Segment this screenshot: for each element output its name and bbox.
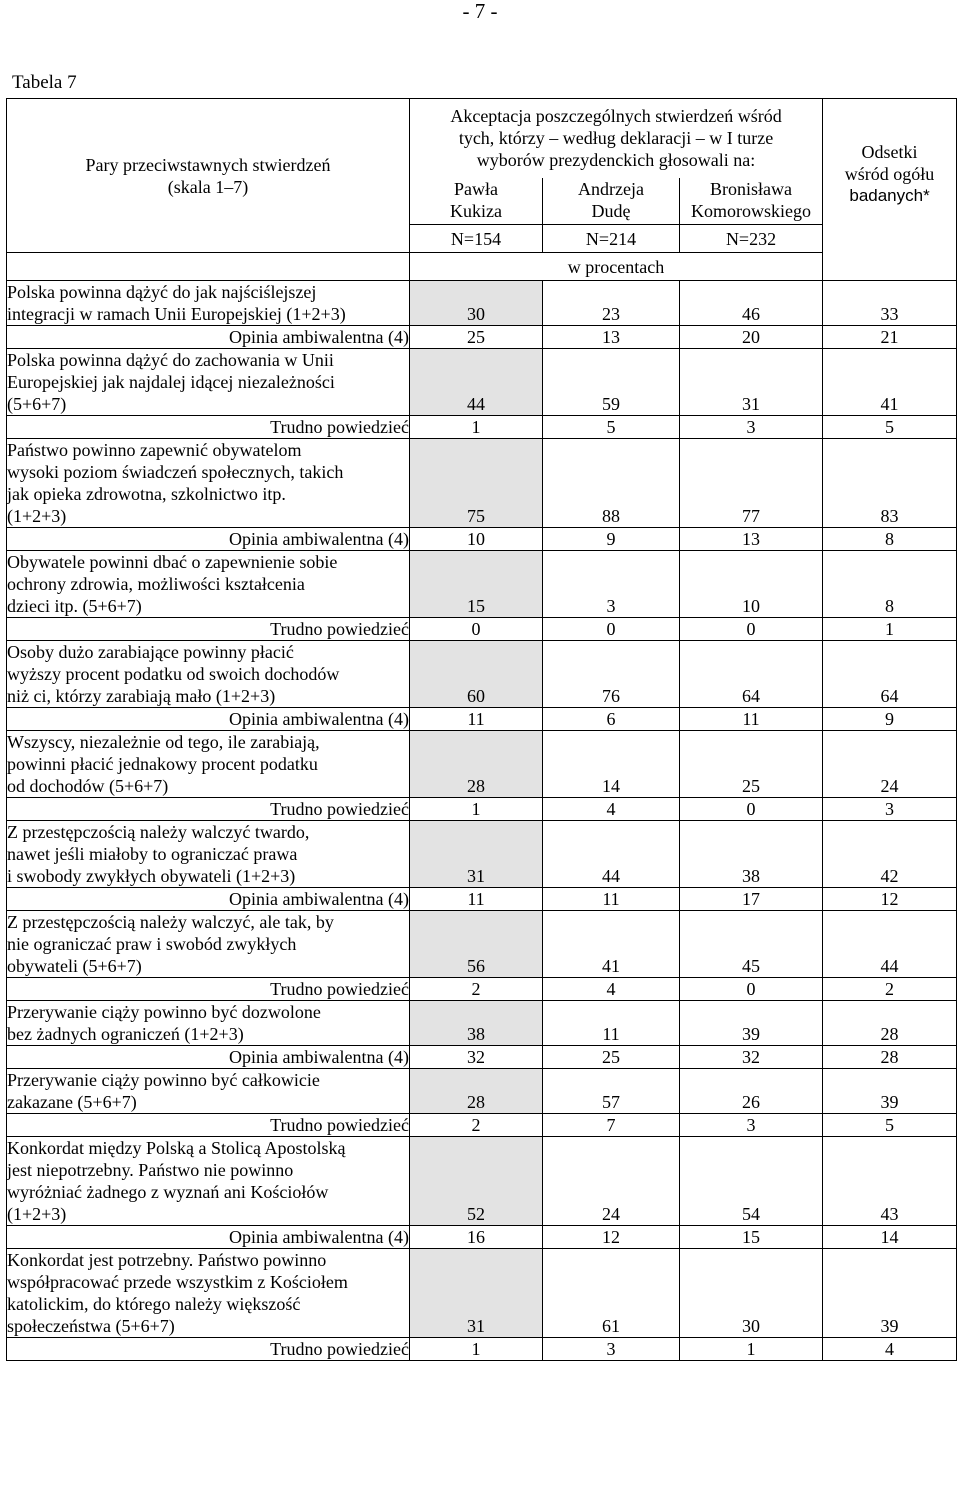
text-line: Opinia ambiwalentna (4) — [229, 529, 409, 549]
value-duda: 11 — [543, 888, 680, 911]
subtotal-label — [7, 888, 410, 911]
value-total: 9 — [823, 708, 957, 731]
value-kukiz: 10 — [410, 528, 543, 551]
value-kukiz: 16 — [410, 1226, 543, 1249]
subtotal-label — [7, 1338, 410, 1361]
statement-text — [7, 641, 410, 708]
text-line: Przerywanie ciąży powinno być całkowicie — [7, 1070, 320, 1090]
value-komorowski: 10 — [680, 551, 823, 618]
text-line: bez żadnych ograniczeń (1+2+3) — [7, 1024, 244, 1044]
value-komorowski: 3 — [680, 1114, 823, 1137]
text-line: wysoki poziom świadczeń społecznych, takich — [7, 462, 344, 482]
value-kukiz: 30 — [410, 281, 543, 326]
value-kukiz: 0 — [410, 618, 543, 641]
candidate-header-kukiz — [410, 178, 543, 225]
value-total: 39 — [823, 1069, 957, 1114]
value-kukiz: 1 — [410, 798, 543, 821]
text-line: Wszyscy, niezależnie od tego, ile zarabiają, — [7, 732, 320, 752]
sample-size-duda: N=214 — [543, 225, 680, 253]
subtotal-row — [7, 528, 957, 551]
subtotal-label — [7, 326, 410, 349]
text-line: (5+6+7) — [7, 394, 67, 414]
text-line: Konkordat jest potrzebny. Państwo powinno — [7, 1250, 327, 1270]
candidate-name: Pawła — [454, 178, 498, 199]
value-duda: 4 — [543, 978, 680, 1001]
table-body — [7, 281, 957, 1361]
value-total: 83 — [823, 439, 957, 528]
text-line: wyróżniać żadnego z wyznań ani Kościołów — [7, 1182, 329, 1202]
subtotal-label — [7, 708, 410, 731]
value-total: 44 — [823, 911, 957, 978]
value-duda: 88 — [543, 439, 680, 528]
value-duda: 23 — [543, 281, 680, 326]
subtotal-row — [7, 1226, 957, 1249]
value-total: 21 — [823, 326, 957, 349]
text-line: Opinia ambiwalentna (4) — [229, 1227, 409, 1247]
value-total: 24 — [823, 731, 957, 798]
subtotal-label — [7, 528, 410, 551]
value-kukiz: 2 — [410, 1114, 543, 1137]
table-header — [7, 99, 957, 281]
text-line: nie ograniczać praw i swobód zwykłych — [7, 934, 297, 954]
text-line: obywateli (5+6+7) — [7, 956, 142, 976]
text-line: Europejskiej jak najdalej idącej niezależności — [7, 372, 335, 392]
subtotal-row — [7, 1046, 957, 1069]
text-line: Opinia ambiwalentna (4) — [229, 1047, 409, 1067]
candidate-header-duda — [543, 178, 680, 225]
value-duda: 5 — [543, 416, 680, 439]
statement-row — [7, 641, 957, 708]
value-total: 28 — [823, 1001, 957, 1046]
sample-size-komorowski: N=232 — [680, 225, 823, 253]
statement-row — [7, 281, 957, 326]
value-kukiz: 32 — [410, 1046, 543, 1069]
value-duda: 41 — [543, 911, 680, 978]
text-line: Opinia ambiwalentna (4) — [229, 327, 409, 347]
text-line: Opinia ambiwalentna (4) — [229, 709, 409, 729]
value-total: 1 — [823, 618, 957, 641]
survey-table — [6, 98, 957, 1361]
statement-row — [7, 1249, 957, 1338]
value-total: 28 — [823, 1046, 957, 1069]
value-komorowski: 17 — [680, 888, 823, 911]
value-komorowski: 39 — [680, 1001, 823, 1046]
value-duda: 13 — [543, 326, 680, 349]
statement-text — [7, 731, 410, 798]
value-kukiz: 60 — [410, 641, 543, 708]
value-duda: 44 — [543, 821, 680, 888]
statement-text — [7, 281, 410, 326]
value-komorowski: 31 — [680, 349, 823, 416]
value-kukiz: 11 — [410, 708, 543, 731]
value-kukiz: 31 — [410, 821, 543, 888]
subtotal-row — [7, 1338, 957, 1361]
value-total: 43 — [823, 1137, 957, 1226]
text-line: Polska powinna dążyć do jak najściślejszej — [7, 282, 317, 302]
value-komorowski: 54 — [680, 1137, 823, 1226]
value-duda: 12 — [543, 1226, 680, 1249]
value-total: 8 — [823, 528, 957, 551]
subtotal-label — [7, 1226, 410, 1249]
group-header-line: Akceptacja poszczególnych stwierdzeń wśród — [450, 106, 782, 126]
value-total: 5 — [823, 416, 957, 439]
value-duda: 76 — [543, 641, 680, 708]
subtotal-row — [7, 888, 957, 911]
value-duda: 11 — [543, 1001, 680, 1046]
value-komorowski: 20 — [680, 326, 823, 349]
subtotal-row — [7, 416, 957, 439]
subtotal-row — [7, 708, 957, 731]
value-total: 2 — [823, 978, 957, 1001]
subtotal-row — [7, 326, 957, 349]
value-kukiz: 31 — [410, 1249, 543, 1338]
value-total: 33 — [823, 281, 957, 326]
statement-row — [7, 1069, 957, 1114]
candidate-name: Andrzeja — [578, 178, 644, 199]
text-line: Przerywanie ciąży powinno być dozwolone — [7, 1002, 321, 1022]
value-komorowski: 30 — [680, 1249, 823, 1338]
subtotal-label — [7, 978, 410, 1001]
candidate-name: Komorowskiego — [691, 200, 812, 221]
value-kukiz: 1 — [410, 1338, 543, 1361]
text-line: Trudno powiedzieć — [270, 417, 409, 437]
text-line: Polska powinna dążyć do zachowania w Unii — [7, 350, 334, 370]
value-komorowski: 38 — [680, 821, 823, 888]
value-komorowski: 0 — [680, 798, 823, 821]
statement-text — [7, 1001, 410, 1046]
text-line: Osoby dużo zarabiające powinny płacić — [7, 642, 294, 662]
statement-row — [7, 439, 957, 528]
value-duda: 0 — [543, 618, 680, 641]
text-line: nawet jeśli miałoby to ograniczać prawa — [7, 844, 298, 864]
total-column-header — [823, 99, 957, 281]
value-komorowski: 64 — [680, 641, 823, 708]
value-kukiz: 11 — [410, 888, 543, 911]
text-line: jak opieka zdrowotna, szkolnictwo itp. — [7, 484, 286, 504]
value-kukiz: 2 — [410, 978, 543, 1001]
value-kukiz: 38 — [410, 1001, 543, 1046]
text-line: Opinia ambiwalentna (4) — [229, 889, 409, 909]
candidate-header-komorowski — [680, 178, 823, 225]
value-komorowski: 46 — [680, 281, 823, 326]
sample-size-kukiz: N=154 — [410, 225, 543, 253]
text-line: (1+2+3) — [7, 1204, 67, 1224]
total-header-line: wśród ogółu — [844, 164, 935, 184]
statement-column-header — [7, 99, 410, 253]
subtotal-label — [7, 416, 410, 439]
text-line: współpracować przede wszystkim z Kościołem — [7, 1272, 348, 1292]
text-line: Konkordat między Polską a Stolicą Apostolską — [7, 1138, 346, 1158]
subtotal-row — [7, 1114, 957, 1137]
text-line: Trudno powiedzieć — [270, 619, 409, 639]
candidate-name: Dudę — [591, 200, 631, 221]
text-line: Trudno powiedzieć — [270, 979, 409, 999]
value-duda: 14 — [543, 731, 680, 798]
value-total: 5 — [823, 1114, 957, 1137]
value-kukiz: 75 — [410, 439, 543, 528]
value-total: 3 — [823, 798, 957, 821]
value-komorowski: 25 — [680, 731, 823, 798]
statement-text — [7, 911, 410, 978]
subtotal-row — [7, 618, 957, 641]
value-duda: 9 — [543, 528, 680, 551]
subtotal-label — [7, 1114, 410, 1137]
value-kukiz: 25 — [410, 326, 543, 349]
statement-row — [7, 551, 957, 618]
subtotal-label — [7, 798, 410, 821]
group-header-line: wyborów prezydenckich głosowali na: — [476, 150, 756, 170]
value-duda: 3 — [543, 1338, 680, 1361]
candidate-name: Bronisława — [710, 178, 792, 199]
text-line: i swobody zwykłych obywateli (1+2+3) — [7, 866, 296, 886]
value-kukiz: 1 — [410, 416, 543, 439]
statement-text — [7, 1069, 410, 1114]
value-duda: 61 — [543, 1249, 680, 1338]
value-duda: 59 — [543, 349, 680, 416]
text-line: katolickim, do którego należy większość — [7, 1294, 301, 1314]
value-komorowski: 26 — [680, 1069, 823, 1114]
text-line: (1+2+3) — [7, 506, 67, 526]
subtotal-label — [7, 618, 410, 641]
text-line: jest niepotrzebny. Państwo nie powinno — [7, 1160, 294, 1180]
table-caption: Tabela 7 — [12, 72, 77, 93]
value-total: 42 — [823, 821, 957, 888]
value-kukiz: 15 — [410, 551, 543, 618]
text-line: Państwo powinno zapewnić obywatelom — [7, 440, 302, 460]
statement-text — [7, 439, 410, 528]
voter-group-header — [410, 99, 823, 178]
value-total: 14 — [823, 1226, 957, 1249]
value-kukiz: 28 — [410, 731, 543, 798]
text-line: Z przestępczością należy walczyć, ale tak, by — [7, 912, 334, 932]
value-duda: 57 — [543, 1069, 680, 1114]
text-line: zakazane (5+6+7) — [7, 1092, 137, 1112]
value-komorowski: 11 — [680, 708, 823, 731]
value-komorowski: 15 — [680, 1226, 823, 1249]
statement-text — [7, 1249, 410, 1338]
text-line: niż ci, którzy zarabiają mało (1+2+3) — [7, 686, 276, 706]
statement-row — [7, 1137, 957, 1226]
statement-text — [7, 821, 410, 888]
value-total: 39 — [823, 1249, 957, 1338]
value-duda: 7 — [543, 1114, 680, 1137]
text-line: od dochodów (5+6+7) — [7, 776, 169, 796]
statement-text — [7, 1137, 410, 1226]
value-total: 12 — [823, 888, 957, 911]
subtotal-row — [7, 798, 957, 821]
subtotal-label — [7, 1046, 410, 1069]
candidate-name: Kukiza — [450, 200, 502, 221]
value-total: 64 — [823, 641, 957, 708]
statement-text — [7, 349, 410, 416]
text-line: dzieci itp. (5+6+7) — [7, 596, 142, 616]
value-duda: 25 — [543, 1046, 680, 1069]
text-line: ochrony zdrowia, możliwości kształcenia — [7, 574, 305, 594]
value-kukiz: 56 — [410, 911, 543, 978]
value-duda: 4 — [543, 798, 680, 821]
text-line: Obywatele powinni dbać o zapewnienie sobie — [7, 552, 338, 572]
subtotal-row — [7, 978, 957, 1001]
total-header-line: badanych* — [849, 186, 930, 205]
value-komorowski: 45 — [680, 911, 823, 978]
header-spacer — [7, 253, 410, 281]
total-header-line: Odsetki — [861, 142, 918, 162]
text-line: wyższy procent podatku od swoich dochodów — [7, 664, 340, 684]
value-komorowski: 13 — [680, 528, 823, 551]
value-kukiz: 28 — [410, 1069, 543, 1114]
value-total: 8 — [823, 551, 957, 618]
value-komorowski: 0 — [680, 978, 823, 1001]
statement-header-scale: (skala 1–7) — [167, 176, 249, 197]
value-komorowski: 3 — [680, 416, 823, 439]
statement-row — [7, 349, 957, 416]
statement-row — [7, 1001, 957, 1046]
value-total: 4 — [823, 1338, 957, 1361]
value-duda: 24 — [543, 1137, 680, 1226]
text-line: społeczeństwa (5+6+7) — [7, 1316, 175, 1336]
text-line: Trudno powiedzieć — [270, 1339, 409, 1359]
value-kukiz: 44 — [410, 349, 543, 416]
text-line: Trudno powiedzieć — [270, 799, 409, 819]
statement-row — [7, 821, 957, 888]
text-line: Z przestępczością należy walczyć twardo, — [7, 822, 310, 842]
text-line: powinni płacić jednakowy procent podatku — [7, 754, 318, 774]
page-number: - 7 - — [462, 0, 498, 23]
value-total: 41 — [823, 349, 957, 416]
value-komorowski: 1 — [680, 1338, 823, 1361]
value-duda: 3 — [543, 551, 680, 618]
unit-label: w procentach — [410, 253, 823, 281]
statement-row — [7, 911, 957, 978]
value-kukiz: 52 — [410, 1137, 543, 1226]
value-komorowski: 0 — [680, 618, 823, 641]
value-komorowski: 77 — [680, 439, 823, 528]
group-header-line: tych, którzy – według deklaracji – w I turze — [458, 128, 774, 148]
statement-row — [7, 731, 957, 798]
text-line: integracji w ramach Unii Europejskiej (1+2+3) — [7, 304, 346, 324]
text-line: Trudno powiedzieć — [270, 1115, 409, 1135]
value-komorowski: 32 — [680, 1046, 823, 1069]
value-duda: 6 — [543, 708, 680, 731]
statement-text — [7, 551, 410, 618]
statement-header-line: Pary przeciwstawnych stwierdzeń — [85, 154, 331, 175]
